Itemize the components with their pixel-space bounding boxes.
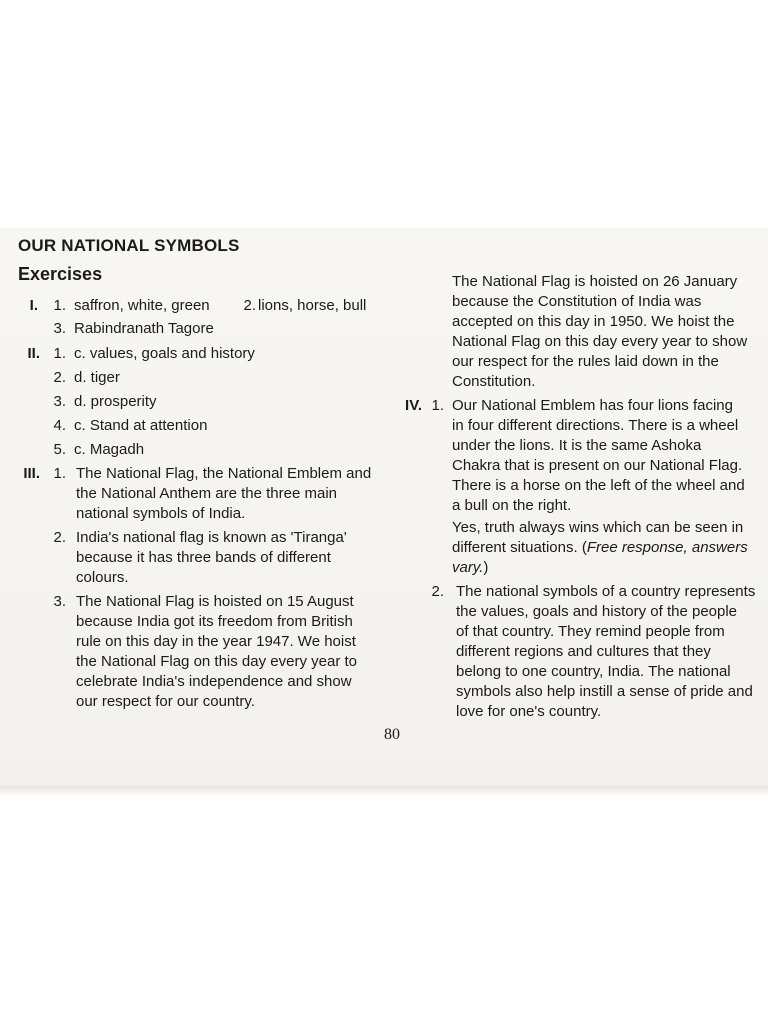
text-line: in four different directions. There is a wheel [452, 417, 739, 434]
item-number: 3. [53, 320, 66, 337]
text-line [452, 538, 756, 558]
item-number: 2. [53, 529, 66, 546]
close-paren: ) [483, 559, 489, 576]
text-line: The national symbols of a country represents [456, 583, 756, 600]
italic-note: Free response, answers [586, 539, 748, 556]
answer-text: Rabindranath Tagore [74, 320, 214, 337]
item-number: 2. [243, 297, 256, 314]
text-line: national symbols of India. [76, 505, 246, 522]
text-line: love for one's country. [456, 703, 602, 720]
text-line: The National Flag, the National Emblem and [76, 465, 372, 482]
answer-text: saffron, white, green [74, 297, 210, 314]
section-heading-exercises: Exercises [18, 264, 103, 284]
text-line: of that country. They remind people from [456, 623, 725, 640]
answer-text: d. prosperity [74, 393, 157, 410]
text-line: accepted on this day in 1950. We hoist the [452, 313, 735, 330]
item-number: 1. [53, 297, 66, 314]
text-line: The National Flag is hoisted on 26 January [452, 273, 738, 290]
open-paren: ( [581, 539, 587, 556]
answer-paragraph-extra [452, 518, 756, 578]
text-line: Chakra that is present on our National Flag. [452, 457, 743, 474]
page-number: 80 [384, 726, 400, 743]
italic-note: vary. [452, 559, 484, 576]
answer-paragraph [456, 582, 756, 722]
text-line: the National Anthem are the three main [76, 485, 337, 502]
text-line [452, 558, 756, 578]
text-line: because the Constitution of India was [452, 293, 702, 310]
text-line: symbols also help instill a sense of pride and [456, 683, 753, 700]
section-label-I: I. [29, 297, 38, 314]
answer-text: c. Stand at attention [74, 417, 208, 434]
item-number: 4. [53, 417, 66, 434]
item-number: 5. [53, 441, 66, 458]
section-label-IV: IV. [405, 397, 422, 414]
text-line: Our National Emblem has four lions facing [452, 397, 733, 414]
text-line: India's national flag is known as 'Tiranga' [76, 529, 347, 546]
text-line: the values, goals and history of the people [456, 603, 738, 620]
text-line: The National Flag is hoisted on 15 August [76, 593, 354, 610]
answer-paragraph-continued [452, 272, 756, 392]
text-line: Yes, truth always wins which can be seen in [452, 519, 744, 536]
text-line: There is a horse on the left of the wheel and [452, 477, 745, 494]
item-number: 1. [53, 345, 66, 362]
answer-text: c. Magadh [74, 441, 145, 458]
text-line: rule on this day in the year 1947. We hoist [76, 633, 356, 650]
text-line: because India got its freedom from British [76, 613, 353, 630]
text-line: our respect for our country. [76, 693, 255, 710]
section-label-II: II. [27, 345, 40, 362]
text-line: our respect for the rules laid down in the [452, 353, 719, 370]
section-label-III: III. [23, 465, 40, 482]
text-line: Constitution. [452, 373, 536, 390]
text-line: belong to one country, India. The national [456, 663, 731, 680]
text-line: colours. [76, 569, 129, 586]
item-number: 3. [53, 593, 66, 610]
text-fragment: different situations. [452, 539, 578, 556]
answer-paragraph [452, 396, 756, 516]
text-line: National Flag on this day every year to show [452, 333, 748, 350]
item-number: 3. [53, 393, 66, 410]
item-number: 1. [53, 465, 66, 482]
answer-text: c. values, goals and history [74, 345, 255, 362]
text-line: the National Flag on this day every year to [76, 653, 357, 670]
item-number: 1. [431, 397, 444, 414]
answer-text: lions, horse, bull [258, 297, 367, 314]
text-line: because it has three bands of different [76, 549, 331, 566]
item-number: 2. [53, 369, 66, 386]
item-number: 2. [431, 583, 444, 600]
page-edge [0, 786, 768, 796]
page-title: OUR NATIONAL SYMBOLS [18, 236, 240, 255]
text-line: different regions and cultures that they [456, 643, 711, 660]
text-line: under the lions. It is the same Ashoka [452, 437, 702, 454]
text-line: celebrate India's independence and show [76, 673, 352, 690]
answer-text: d. tiger [74, 369, 120, 386]
text-line: a bull on the right. [452, 497, 572, 514]
